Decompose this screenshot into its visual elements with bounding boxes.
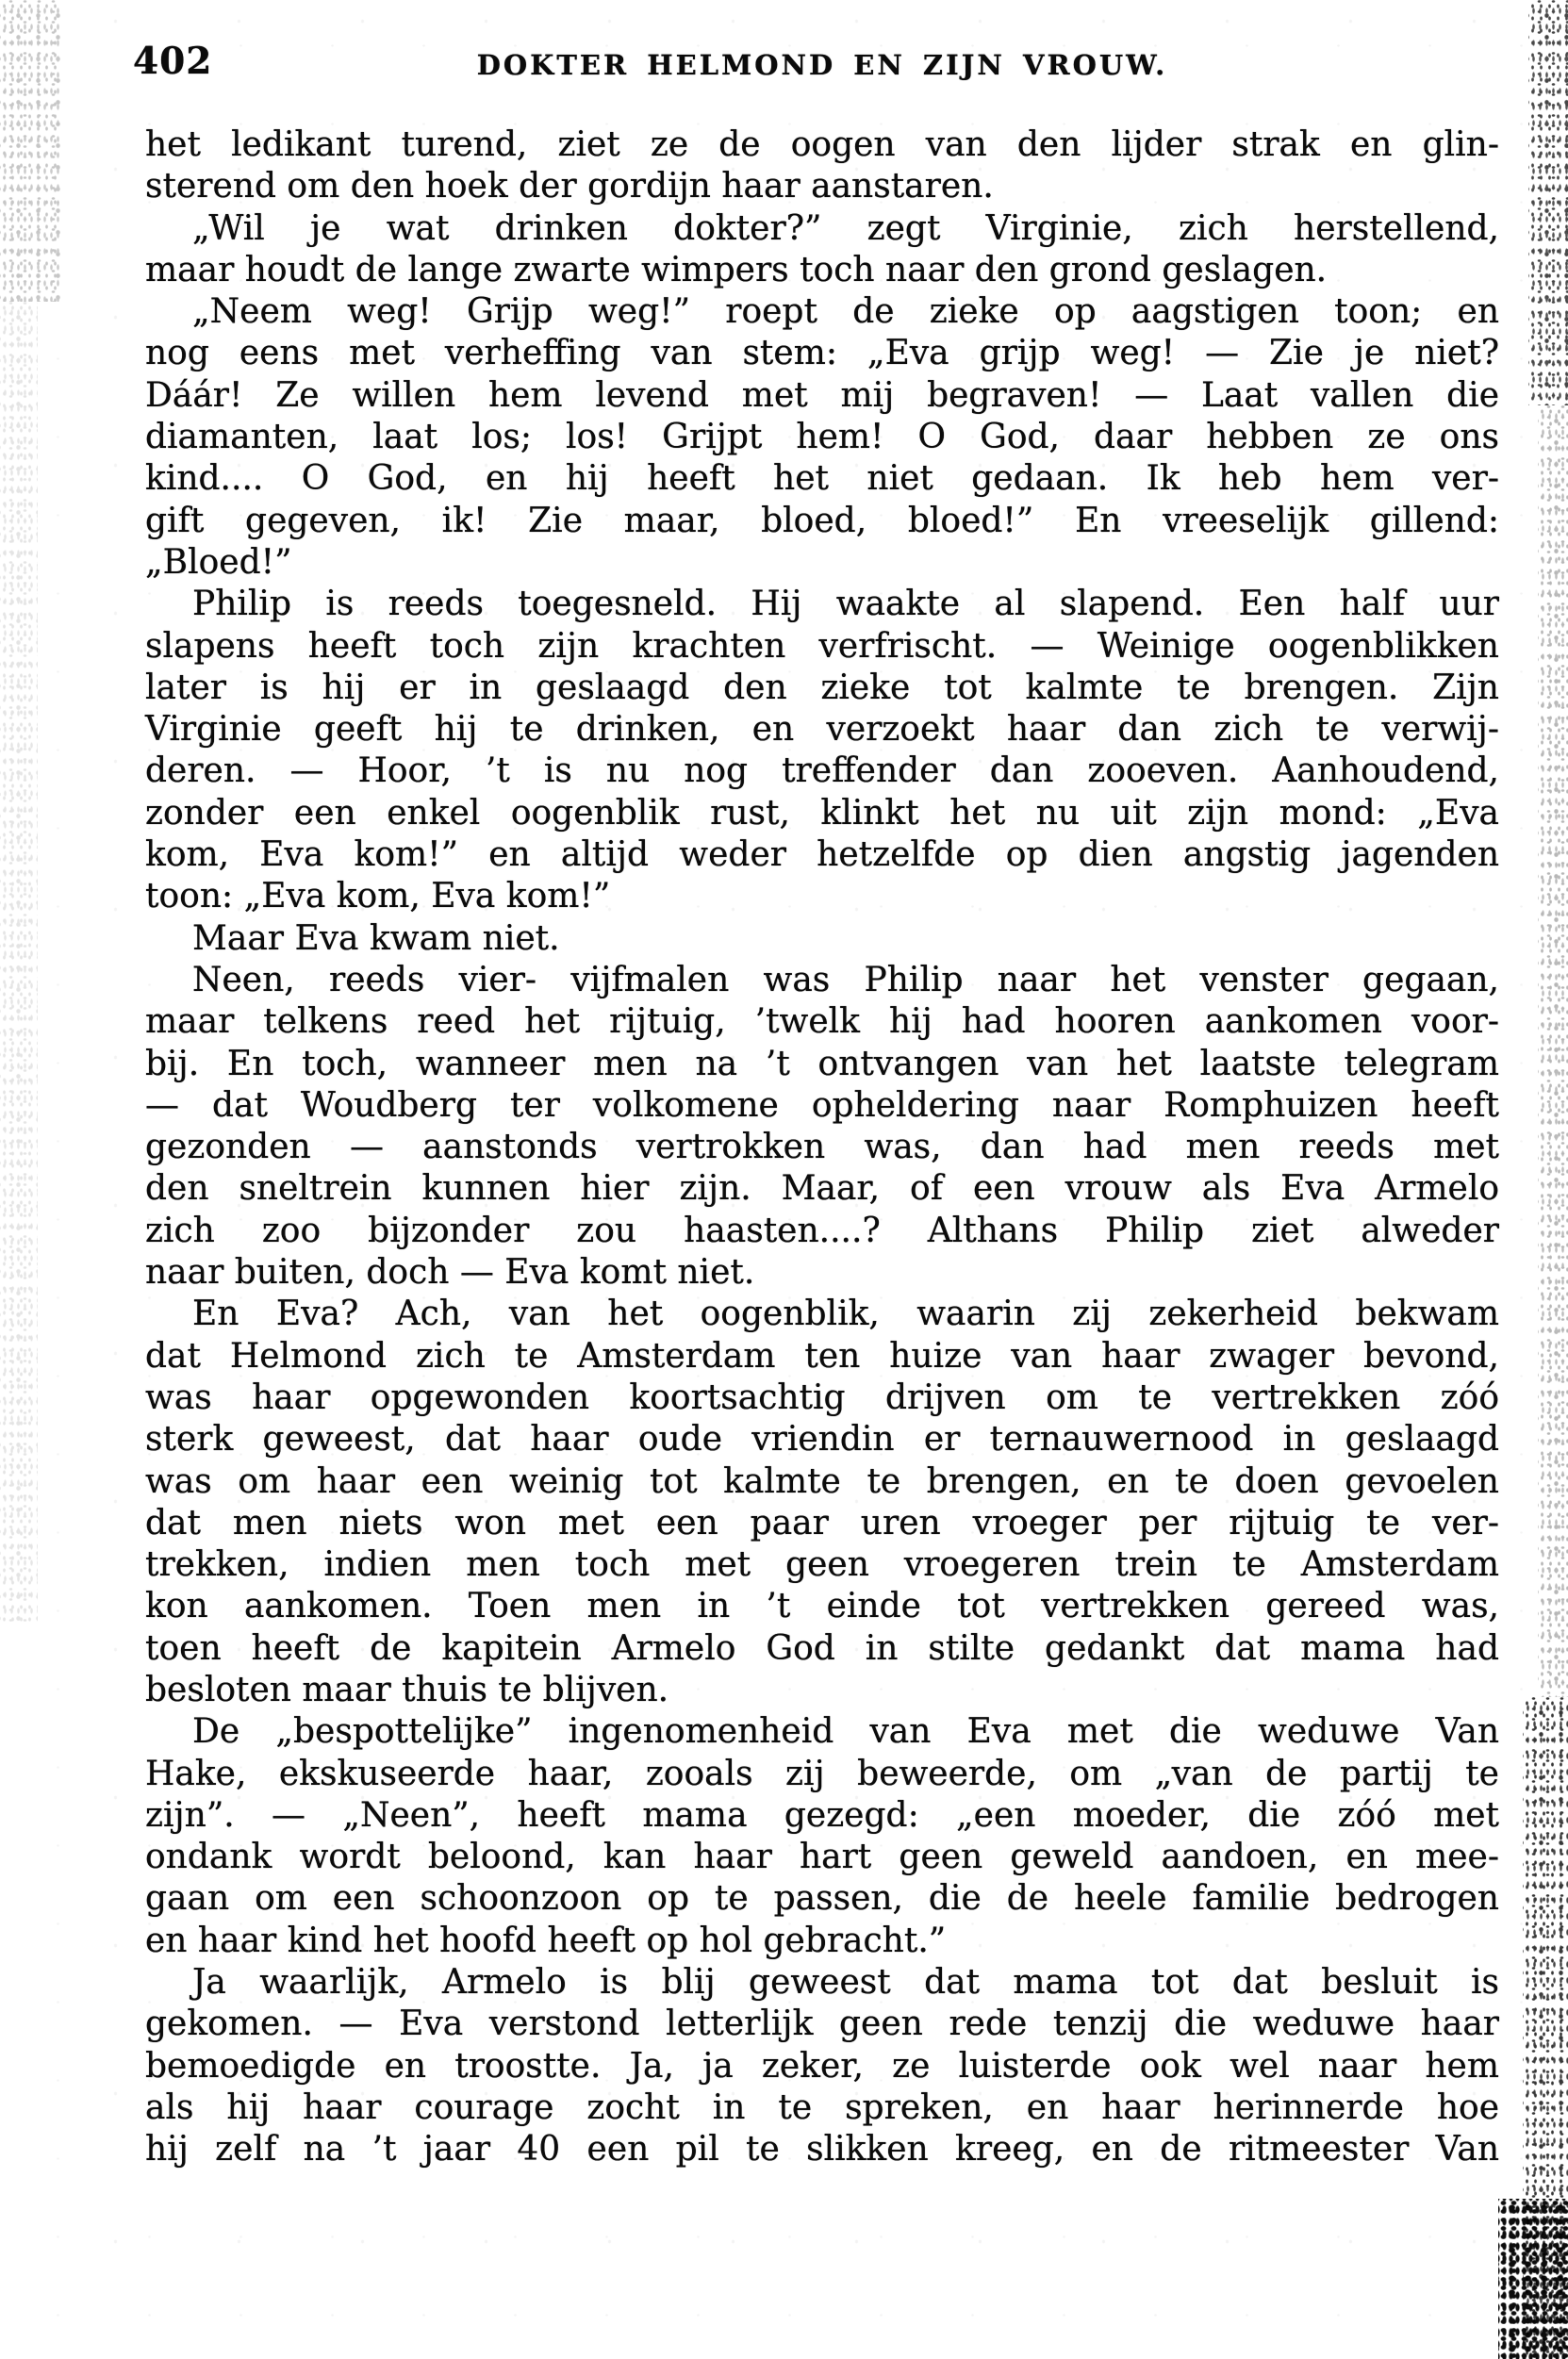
text-line: maar telkens reed het rijtuig, ’twelk hij had hooren aankomen voor- bbox=[145, 1002, 1499, 1042]
text-line: diamanten, laat los; los! Grijpt hem! O God, daar hebben ze ons bbox=[145, 418, 1499, 457]
page-number: 402 bbox=[133, 40, 213, 83]
paragraph bbox=[145, 124, 1499, 208]
page-text bbox=[145, 124, 1499, 2171]
text-line: nog eens met verheffing van stem: „Eva grijp weg! — Zie je niet? bbox=[145, 334, 1499, 373]
text-line: dat Helmond zich te Amsterdam ten huize van haar zwager bevond, bbox=[145, 1336, 1499, 1376]
text-line: slapens heeft toch zijn krachten verfrischt. — Weinige oogenblikken bbox=[145, 626, 1499, 666]
text-line: gaan om een schoonzoon op te passen, die de heele familie bedrogen bbox=[145, 1879, 1499, 1919]
text-line: En Eva? Ach, van het oogenblik, waarin zij zekerheid bekwam bbox=[192, 1295, 1499, 1334]
text-line: sterk geweest, dat haar oude vriendin er ternauwernood in geslaagd bbox=[145, 1420, 1499, 1460]
text-line: den sneltrein kunnen hier zijn. Maar, of een vrouw als Eva Armelo bbox=[145, 1169, 1499, 1209]
text-line: Dáár! Ze willen hem levend met mij begraven! — Laat vallen die bbox=[145, 375, 1499, 415]
text-line: Hake, ekskuseerde haar, zooals zij beweerde, om „van de partij te bbox=[145, 1754, 1499, 1793]
paragraph bbox=[145, 1962, 1499, 2170]
text-line: gift gegeven, ik! Zie maar, bloed, bloed!” En vreeselijk gillend: bbox=[145, 501, 1499, 540]
text-line: het ledikant turend, ziet ze de oogen van den lijder strak en glin- bbox=[145, 125, 1499, 164]
text-line: kom, Eva kom!” en altijd weder hetzelfde op dien angstig jagenden bbox=[145, 835, 1499, 875]
text-line: ondank wordt beloond, kan haar hart geen geweld aandoen, en mee- bbox=[145, 1838, 1499, 1877]
text-line: besloten maar thuis te blijven. bbox=[145, 1670, 669, 1709]
text-line: gezonden — aanstonds vertrokken was, dan had men reeds met bbox=[145, 1128, 1499, 1167]
text-line: sterend om den hoek der gordijn haar aanstaren. bbox=[145, 167, 994, 206]
text-line: zonder een enkel oogenblik rust, klinkt het nu uit zijn mond: „Eva bbox=[145, 793, 1499, 833]
paragraph bbox=[145, 584, 1499, 917]
text-line: was haar opgewonden koortsachtig drijven om te vertrekken zóó bbox=[145, 1377, 1499, 1417]
text-line: toon: „Eva kom, Eva kom!” bbox=[145, 877, 611, 916]
text-line: toen heeft de kapitein Armelo God in stilte gedankt dat mama had bbox=[145, 1628, 1499, 1668]
scan-noise-middle bbox=[1538, 405, 1568, 1697]
paragraph bbox=[145, 960, 1499, 1294]
scan-noise-corner bbox=[1498, 2199, 1568, 2359]
scan-noise-left-top bbox=[0, 0, 60, 302]
text-line: kon aankomen. Toen men in ’t einde tot vertrekken gereed was, bbox=[145, 1587, 1499, 1626]
text-line: hij zelf na ’t jaar 40 een pil te slikken kreeg, en de ritmeester Van bbox=[145, 2130, 1499, 2169]
text-line: dat men niets won met een paar uren vroeger per rijtuig te ver- bbox=[145, 1503, 1499, 1542]
text-line: De „bespottelijke” ingenomenheid van Eva met die weduwe Van bbox=[192, 1712, 1499, 1752]
text-line: „Wil je wat drinken dokter?” zegt Virginie, zich herstellend, bbox=[192, 208, 1499, 248]
scan-noise-left-mid bbox=[0, 302, 38, 1622]
text-line: zijn”. — „Neen”, heeft mama gezegd: „een moeder, die zóó met bbox=[145, 1795, 1499, 1835]
text-line: deren. — Hoor, ’t is nu nog treffender dan zooeven. Aanhoudend, bbox=[145, 751, 1499, 791]
text-line: Neen, reeds vier- vijfmalen was Philip naar het venster gegaan, bbox=[192, 960, 1499, 999]
text-line: „Bloed!” bbox=[145, 542, 292, 582]
paragraph bbox=[145, 291, 1499, 584]
running-header-title: DOKTER HELMOND EN ZIJN VROUW. bbox=[476, 49, 1168, 81]
paragraph bbox=[145, 918, 1499, 960]
text-line: Virginie geeft hij te drinken, en verzoekt haar dan zich te verwij- bbox=[145, 710, 1499, 750]
text-line: Ja waarlijk, Armelo is blij geweest dat mama tot dat besluit is bbox=[192, 1963, 1499, 2003]
scan-noise-top bbox=[1528, 0, 1568, 405]
text-line: kind.... O God, en hij heeft het niet gedaan. Ik heb hem ver- bbox=[145, 459, 1499, 499]
scan-edge-artifact bbox=[1515, 0, 1568, 2359]
paragraph bbox=[145, 1294, 1499, 1711]
text-line: gekomen. — Eva verstond letterlijk geen rede tenzij die weduwe haar bbox=[145, 2004, 1499, 2044]
text-line: later is hij er in geslaagd den zieke tot kalmte te brengen. Zijn bbox=[145, 668, 1499, 707]
paragraph bbox=[145, 1711, 1499, 1962]
text-line: — dat Woudberg ter volkomene opheldering naar Romphuizen heeft bbox=[145, 1085, 1499, 1125]
text-line: naar buiten, doch — Eva komt niet. bbox=[145, 1253, 755, 1293]
text-line: Philip is reeds toegesneld. Hij waakte al slapend. Een half uur bbox=[192, 585, 1499, 624]
paragraph bbox=[145, 208, 1499, 292]
text-line: bij. En toch, wanneer men na ’t ontvangen van het laatste telegram bbox=[145, 1044, 1499, 1083]
text-line: en haar kind het hoofd heeft op hol gebracht.” bbox=[145, 1921, 947, 1960]
text-line: Maar Eva kwam niet. bbox=[192, 918, 560, 958]
text-line: trekken, indien men toch met geen vroegeren trein te Amsterdam bbox=[145, 1545, 1499, 1585]
text-line: als hij haar courage zocht in te spreken, en haar herinnerde hoe bbox=[145, 2087, 1499, 2127]
text-line: was om haar een weinig tot kalmte te brengen, en te doen gevoelen bbox=[145, 1461, 1499, 1501]
text-line: zich zoo bijzonder zou haasten....? Althans Philip ziet alweder bbox=[145, 1211, 1499, 1250]
text-line: maar houdt de lange zwarte wimpers toch naar den grond geslagen. bbox=[145, 250, 1328, 289]
text-line: „Neem weg! Grijp weg!” roept de zieke op aagstigen toon; en bbox=[192, 292, 1499, 332]
text-line: bemoedigde en troostte. Ja, ja zeker, ze luisterde ook wel naar hem bbox=[145, 2046, 1499, 2086]
